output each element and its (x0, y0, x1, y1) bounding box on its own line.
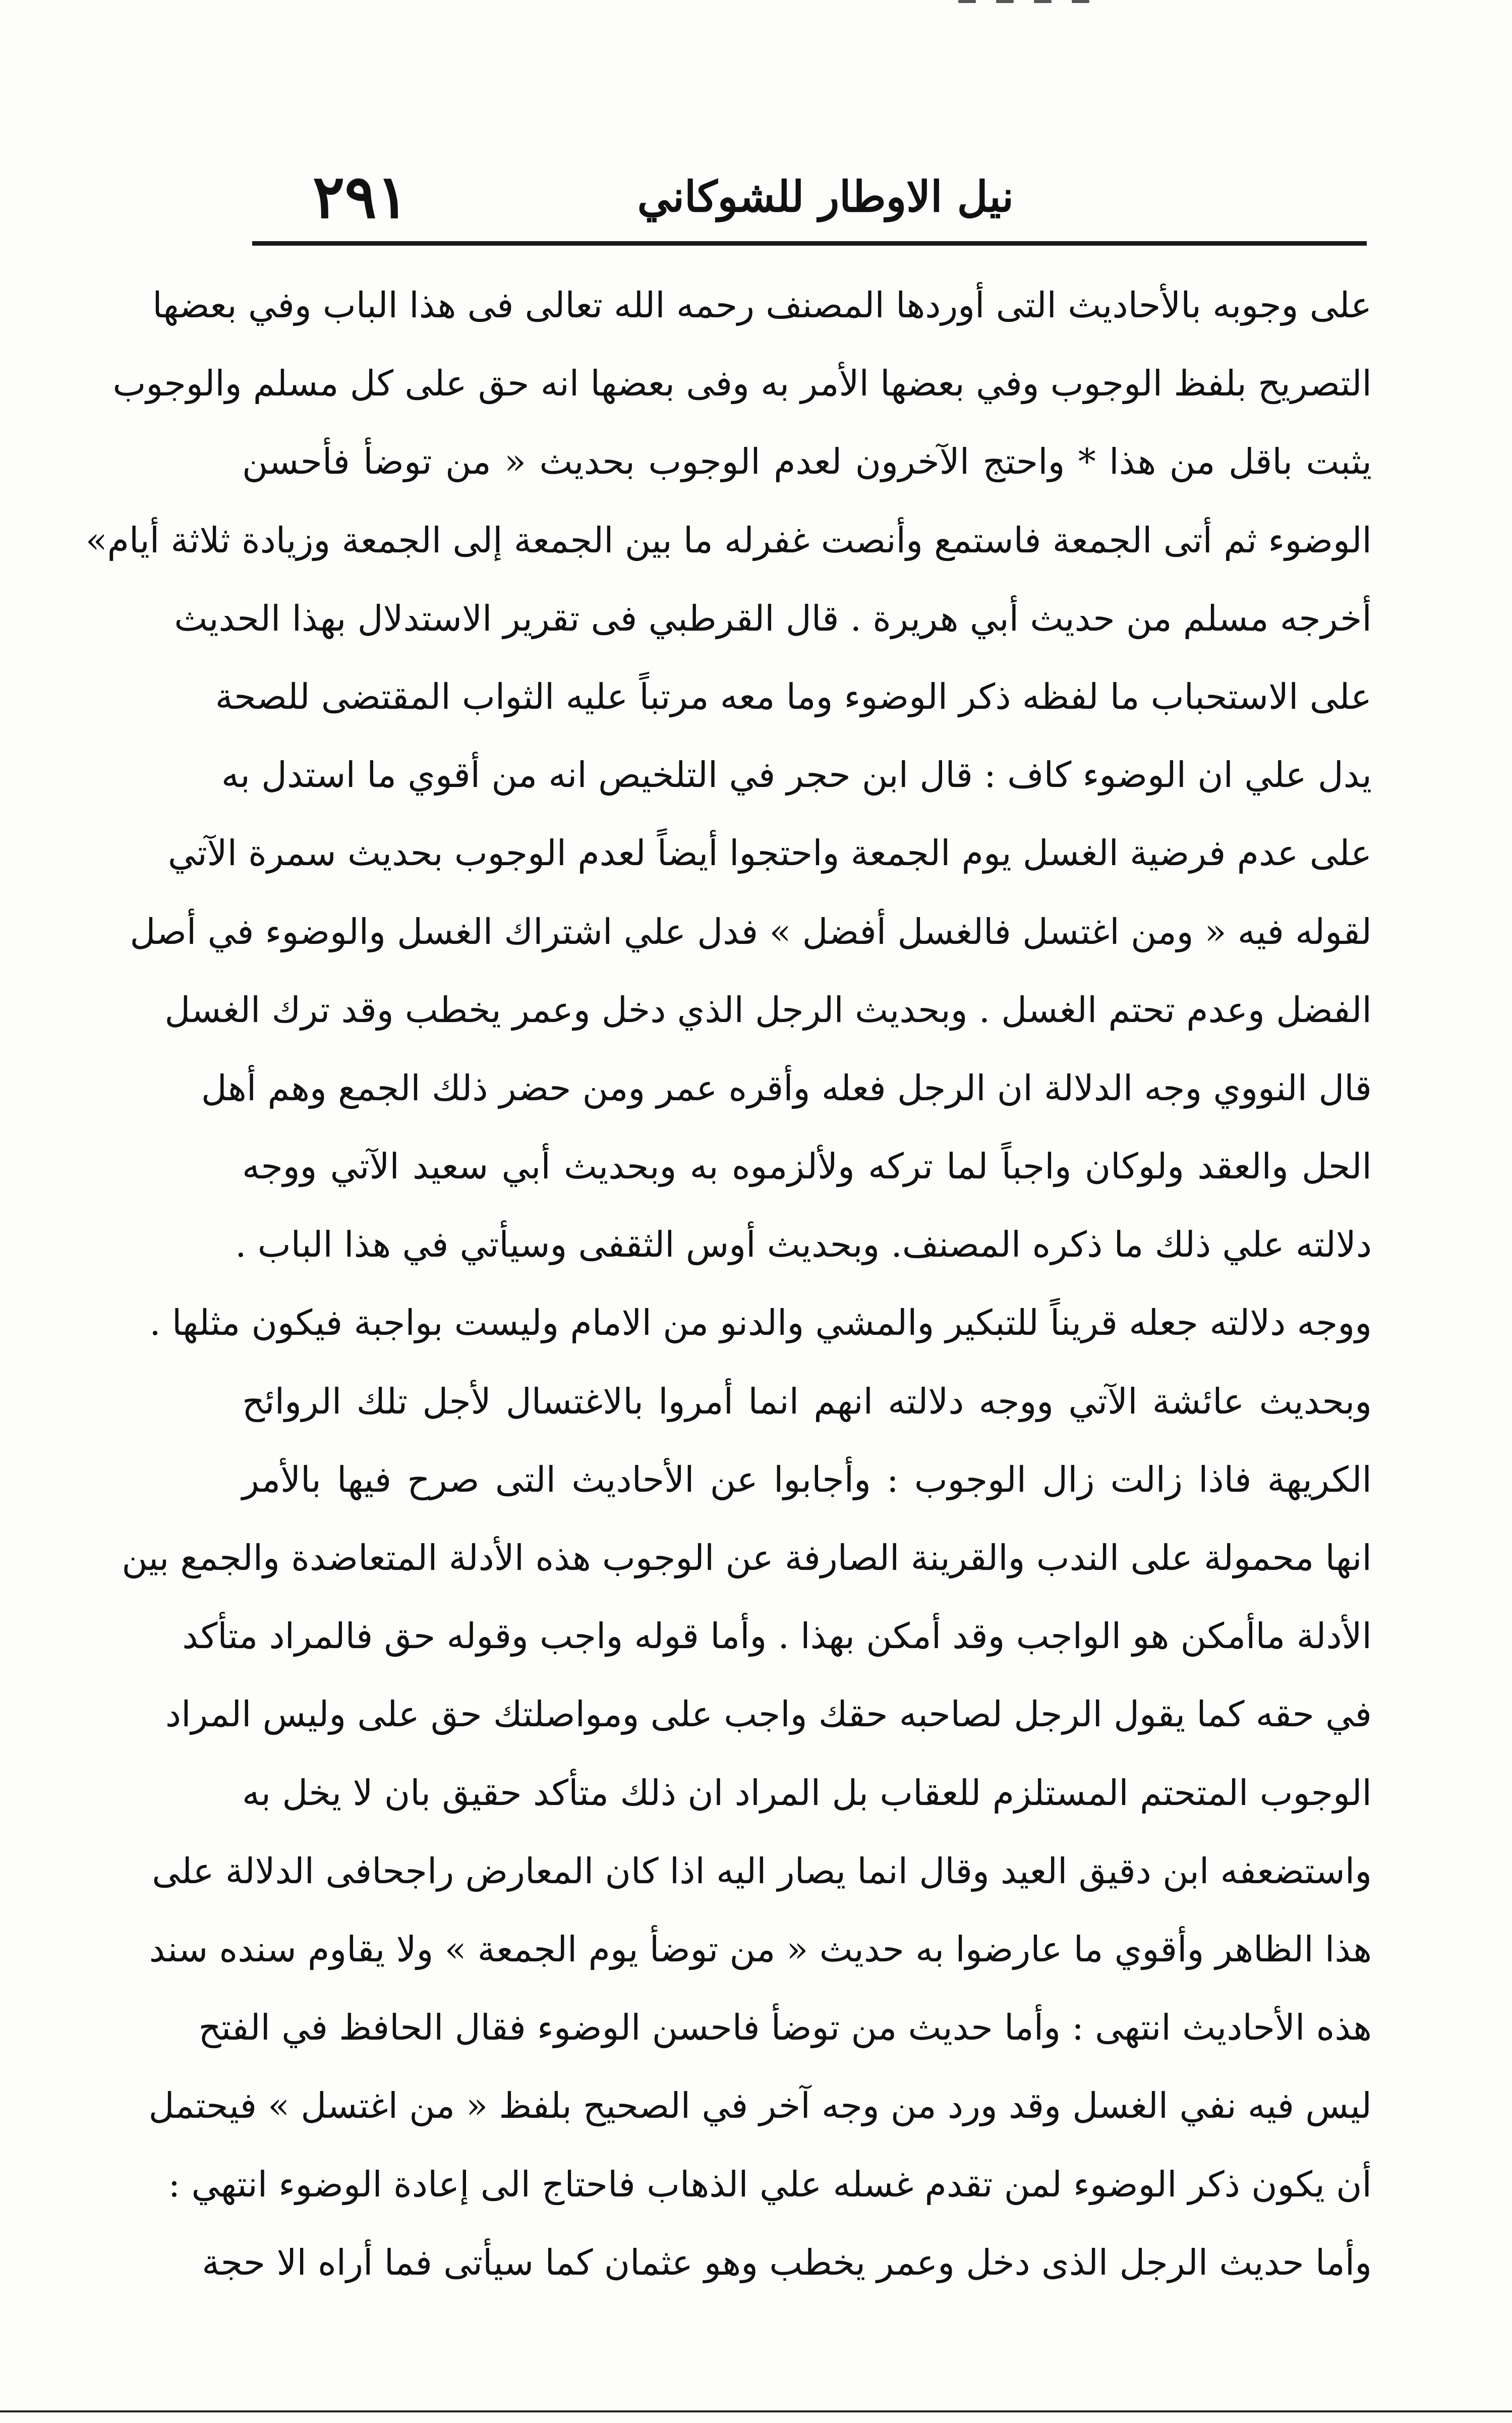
text-line-14: ووجه دلالته جعله قريناً للتبكير والمشي والدنو من الامام وليست بواجبة فيكون مثلها . (149, 1302, 1372, 1344)
text-line-7: يدل علي ان الوضوء كاف : قال ابن حجر في التلخيص انه من أقوي ما استدل به (221, 754, 1372, 796)
text-line-1: على وجوبه بالأحاديث التى أوردها المصنف رحمه الله تعالى فى هذا الباب وفي بعضها (152, 285, 1372, 326)
text-line-3: يثبت باقل من هذا * واحتج الآخرون لعدم الوجوب بحديث « من توضأ فأحسن (242, 441, 1372, 483)
text-line-26: وأما حديث الرجل الذى دخل وعمر يخطب وهو عثمان كما سيأتى فما أراه الا حجة (202, 2241, 1372, 2283)
text-line-25: أن يكون ذكر الوضوء لمن تقدم غسله علي الذهاب فاحتاج الى إعادة الوضوء انتهي : (168, 2163, 1372, 2205)
text-line-19: في حقه كما يقول الرجل لصاحبه حقك واجب على ومواصلتك حق على وليس المراد (165, 1694, 1372, 1735)
body-text (85, 267, 1372, 2300)
text-line-17: انها محمولة على الندب والقرينة الصارفة عن الوجوب هذه الأدلة المتعاضدة والجمع بين (122, 1537, 1372, 1579)
running-title: نيل الاوطار للشوكاني (637, 172, 1014, 221)
text-line-20: الوجوب المتحتم المستلزم للعقاب بل المراد ان ذلك متأكد حقيق بان لا يخل به (242, 1772, 1372, 1814)
text-line-10: الفضل وعدم تحتم الغسل . وبحديث الرجل الذي دخل وعمر يخطب وقد ترك الغسل (164, 989, 1372, 1031)
text-line-16: الكريهة فاذا زالت زال الوجوب : وأجابوا عن الأحاديث التى صرح فيها بالأمر (242, 1458, 1372, 1500)
text-line-8: على عدم فرضية الغسل يوم الجمعة واحتجوا أيضاً لعدم الوجوب بحديث سمرة الآتي (167, 832, 1372, 874)
text-line-5: أخرجه مسلم من حديث أبي هريرة . قال القرطبي فى تقرير الاستدلال بهذا الحديث (174, 597, 1372, 639)
text-line-13: دلالته علي ذلك ما ذكره المصنف. وبحديث أوس الثقفى وسيأتي في هذا الباب . (235, 1224, 1372, 1266)
header-rule (252, 241, 1367, 246)
page-number: ٢٩١ (313, 161, 409, 232)
text-line-6: على الاستحباب ما لفظه ذكر الوضوء وما معه مرتباً عليه الثواب المقتضى للصحة (215, 675, 1372, 717)
text-line-22: هذا الظاهر وأقوي ما عارضوا به حديث « من توضأ يوم الجمعة » ولا يقاوم سنده سند (149, 1928, 1372, 1970)
text-line-2: التصريح بلفظ الوجوب وفي بعضها الأمر به وفى بعضها انه حق على كل مسلم والوجوب (112, 363, 1372, 405)
text-line-9: لقوله فيه « ومن اغتسل فالغسل أفضل » فدل علي اشتراك الغسل والوضوء في أصل (130, 911, 1372, 952)
page-header (252, 161, 1367, 247)
text-line-11: قال النووي وجه الدلالة ان الرجل فعله وأقره عمر ومن حضر ذلك الجمع وهم أهل (201, 1067, 1372, 1109)
text-line-21: واستضعفه ابن دقيق العيد وقال انما يصار اليه اذا كان المعارض راجحافى الدلالة على (152, 1850, 1372, 1892)
bottom-rule (0, 2410, 1512, 2412)
text-line-12: الحل والعقد ولوكان واجباً لما تركه ولألزموه به وبحديث أبي سعيد الآتي ووجه (242, 1146, 1372, 1188)
text-line-23: هذه الأحاديث انتهى : وأما حديث من توضأ فاحسن الوضوء فقال الحافظ في الفتح (198, 2007, 1372, 2049)
text-line-4: الوضوء ثم أتى الجمعة فاستمع وأنصت غفرله ما بين الجمعة إلى الجمعة وزيادة ثلاثة أيام» (85, 519, 1372, 561)
text-line-24: ليس فيه نفي الغسل وقد ورد من وجه آخر في الصحيح بلفظ « من اغتسل » فيحتمل (148, 2085, 1372, 2127)
text-line-15: وبحديث عائشة الآتي ووجه دلالته انهم انما أمروا بالاغتسال لأجل تلك الروائح (242, 1380, 1372, 1422)
top-edge-marks (958, 0, 1089, 9)
text-line-18: الأدلة ماأمكن هو الواجب وقد أمكن بهذا . وأما قوله واجب وقوله حق فالمراد متأكد (182, 1615, 1372, 1657)
